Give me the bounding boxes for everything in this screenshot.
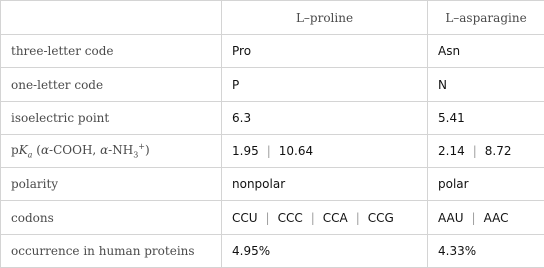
- column-header-proline: L–proline: [222, 1, 428, 35]
- cell-value: CCU | CCC | CCA | CCG: [222, 201, 428, 234]
- cell-value: N: [428, 68, 544, 101]
- header-row: [1, 1, 544, 35]
- table-row: [1, 134, 544, 167]
- column-header-asparagine: L–asparagine: [428, 1, 544, 35]
- cell-value: 5.41: [428, 101, 544, 134]
- row-label-pka: $pK_a$ (α-COOH, $\alpha-NH_3^+$): [1, 134, 222, 167]
- row-label: polarity: [1, 168, 222, 201]
- cell-value: 4.33%: [428, 234, 544, 267]
- cell-value: Asn: [428, 35, 544, 68]
- cell-value: P: [222, 68, 428, 101]
- cell-value: 6.3: [222, 101, 428, 134]
- row-label: one-letter code: [1, 68, 222, 101]
- cell-value: 1.95 | 10.64: [222, 134, 428, 167]
- value-separator: |: [471, 210, 476, 225]
- corner-cell: [1, 1, 222, 35]
- value-separator: |: [355, 210, 360, 225]
- row-label: codons: [1, 201, 222, 234]
- cell-value: 2.14 | 8.72: [428, 134, 544, 167]
- row-label: three-letter code: [1, 35, 222, 68]
- table-row: [1, 168, 544, 201]
- cell-value: nonpolar: [222, 168, 428, 201]
- table-row: [1, 35, 544, 68]
- row-label: isoelectric point: [1, 101, 222, 134]
- value-separator: |: [472, 144, 477, 159]
- cell-value: polar: [428, 168, 544, 201]
- row-label: occurrence in human proteins: [1, 234, 222, 267]
- value-separator: |: [266, 144, 271, 159]
- table-row: [1, 68, 544, 101]
- value-separator: |: [310, 210, 315, 225]
- cell-value: 4.95%: [222, 234, 428, 267]
- table-row: [1, 101, 544, 134]
- cell-value: Pro: [222, 35, 428, 68]
- table-row: [1, 201, 544, 234]
- cell-value: AAU | AAC: [428, 201, 544, 234]
- value-separator: |: [265, 210, 270, 225]
- table-row: [1, 234, 544, 267]
